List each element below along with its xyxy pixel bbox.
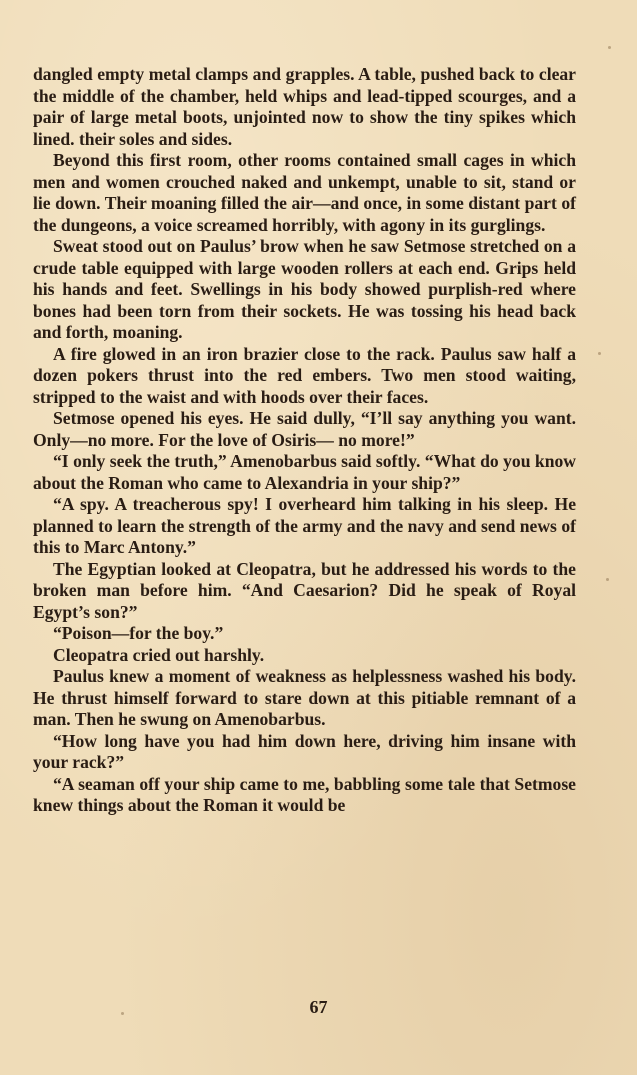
paragraph-6: “I only seek the truth,” Amenobarbus said softly. “What do you know about the Roman who came to Alexandria in your ship?” xyxy=(33,451,576,493)
paragraph-1: dangled empty metal clamps and grapples. A table, pushed back to clear the middle of the chamber, held whips and lead-tipped scourges, and a pair of large metal boots, unjointed now to show the tiny spikes which lined. their soles and sides. xyxy=(33,64,576,149)
page-number: 67 xyxy=(309,997,328,1017)
paper-speck xyxy=(608,46,611,49)
paragraph-11: Paulus knew a moment of weakness as helplessness washed his body. He thrust himself forward to stare down at this pitiable remnant of a man. Then he swung on Amenobarbus. xyxy=(33,666,576,729)
paragraph-2: Beyond this first room, other rooms contained small cages in which men and women crouched naked and unkempt, unable to sit, stand or lie down. Their moaning filled the air—and once, in some distant part of the dungeons, a voice screamed horribly, with agony in its gurglings. xyxy=(33,150,576,235)
paragraph-13: “A seaman off your ship came to me, babbling some tale that Setmose knew things about the Roman it would be xyxy=(33,773,576,815)
body-text xyxy=(33,64,576,817)
paper-speck xyxy=(121,1012,124,1015)
paragraph-5: Setmose opened his eyes. He said dully, “I’ll say anything you want. Only—no more. For the love of Osiris— no more!” xyxy=(33,408,576,450)
paragraph-7: “A spy. A treacherous spy! I overheard him talking in his sleep. He planned to learn the strength of the army and the navy and send news of this to Marc Antony.” xyxy=(33,494,576,557)
paper-speck xyxy=(598,352,601,355)
paragraph-4: A fire glowed in an iron brazier close to the rack. Paulus saw half a dozen pokers thrust into the red embers. Two men stood waiting, stripped to the waist and with hoods over their faces. xyxy=(33,343,576,407)
paragraph-10: Cleopatra cried out harshly. xyxy=(53,644,265,665)
paragraph-3: Sweat stood out on Paulus’ brow when he saw Setmose stretched on a crude table equipped with large wooden rollers at each end. Grips held his hands and feet. Swellings in his body showed purplish-red where bones had been torn from their sockets. He was tossing his head back and forth, moaning. xyxy=(33,236,576,342)
paragraph-8: The Egyptian looked at Cleopatra, but he addressed his words to the broken man before him. “And Caesarion? Did he speak of Royal Egypt’s son?” xyxy=(33,558,576,622)
paragraph-9: “Poison—for the boy.” xyxy=(53,623,224,643)
paragraph-12: “How long have you had him down here, driving him insane with your rack?” xyxy=(33,730,576,772)
paper-speck xyxy=(606,578,609,581)
